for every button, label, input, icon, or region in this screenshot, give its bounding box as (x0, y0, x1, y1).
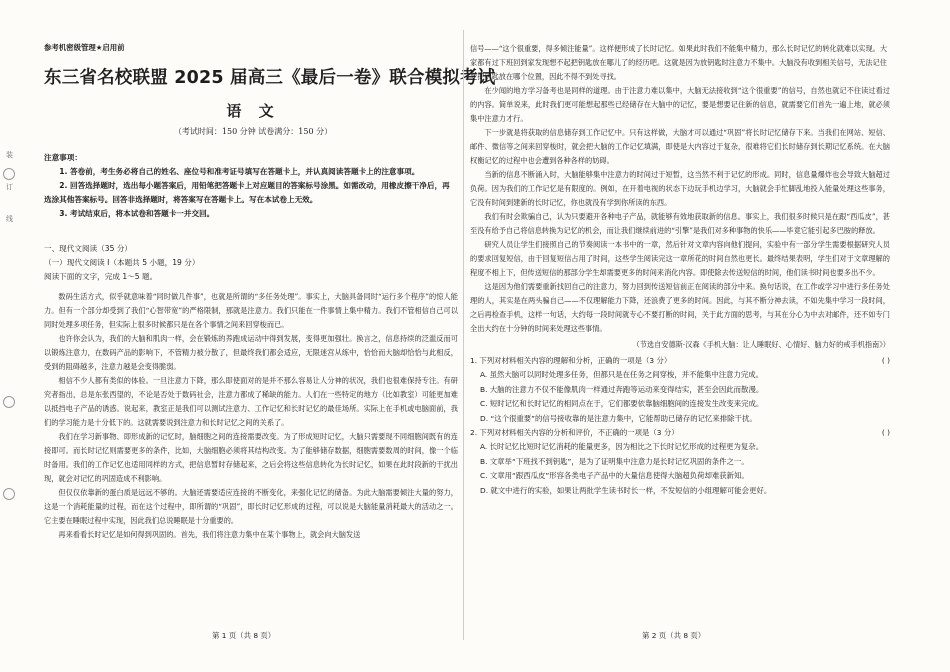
secret-note: 参考机密级管理★启用前 (44, 43, 125, 52)
binding-char: 订 (6, 183, 13, 191)
answer-bracket: ( ) (881, 356, 890, 365)
binding-margin (6, 150, 16, 246)
option: A. 长时记忆比短时记忆消耗的能量更多，因为相比之下长时记忆形成的过程更为复杂。 (480, 442, 764, 452)
paragraph: 我们在学习新事物、即形成新的记忆时，脑细胞之间的连接需要改变。为了形成短时记忆，大脑只需要现不同细胞间既有的连接即可。而长时记忆则需要更多的条件，比如，大脑细胞必须将其结构改变。为了能够储存数据，细胞需要数周的时间，像一个临时备用。我们的工作记忆也适用同样的方式，把信息暂时存储起来，之后会将这些信息转化为长时记忆，如果在此时段新的干扰出现，就会对记忆的巩固造成不利影响。 (44, 432, 458, 483)
option: A. 虽然大脑可以同时处理多任务，但都只是在任务之间穿梭，并不能集中注意力完成。 (480, 370, 764, 380)
binding-char: 线 (6, 215, 13, 223)
question-stem: 2. 下列对材料相关内容的分析和评价，不正确的一项是（3 分） (470, 428, 679, 438)
exam-title: 东三省名校联盟 2025 届高三《最后一卷》联合模拟考试 (44, 68, 496, 88)
option: B. 文章举“下班找不到钥匙”，是为了证明集中注意力是长时记忆巩固的条件之一。 (480, 456, 749, 466)
notices-heading: 注意事项： (44, 153, 82, 162)
paragraph: 下一步就是将获取的信息储存到工作记忆中。只有这样做，大脑才可以通过“巩固”将长时记忆储存下来。当我们在网站、短信、邮件、微信等之间来回穿梭时，就会把大脑的工作记忆填满，即使是大内容过于复杂，很难将它们长时储存到长期记忆系统。在大脑权衡记忆的过程中也会遭到各种各样的妨碍。 (470, 128, 890, 165)
paragraph: 在少闻的地方学习备考也是同样的道理。由于注意力难以集中，大脑无法接收到“这个很重要”的信号，自然也就记不住读过看过的内容。简单说来，此时我们更可能想起那些已经储存在大脑中的记忆，要是想要记住新的信息，就需要它们首先一遍上地，就必须集中注意力才行。 (470, 86, 890, 123)
binding-hole-icon (3, 488, 15, 500)
subject-title: 语 文 (226, 102, 280, 120)
section-heading: 一、现代文阅读（35 分） (44, 244, 133, 253)
question-stem: 1. 下列对材料相关内容的理解和分析，正确的一项是（3 分） (470, 356, 672, 365)
notice-item: 1. 答卷前，考生务必将自己的姓名、座位号和准考证号填写在答题卡上，并认真阅读答题卡上的注意事项。 (59, 167, 420, 176)
paragraph: 数码生活方式，似乎就意味着“同时做几件事”，也就是所谓的“多任务处理”。事实上，大脑具备同时“运行多个程序”的惊人能力。但有一个部分却受到了我们“心智带宽”的严格限制，那就是注意力。我们只能在一件事情上集中精力。我们不管相信自己可以同时处理多项任务，但实际上很多时候都只是在各个事情之间来回穿梭而已。 (44, 292, 458, 329)
answer-bracket: ( ) (881, 428, 890, 438)
paragraph: 也许你会认为，我们的大脑和肌肉一样，会在锻炼的养跑成运动中得到发展，变得更加强壮。换言之，信息持续的泛滥反而可以锻炼注意力，在数码产品的影响下，不管精力被分散了，但最终我们都会适应，无限迷宫从练中，恰恰而大脑却恰恰与此相反，受到的阻碍越多，注意力越是会变得脆弱。 (44, 334, 458, 371)
binding-hole-icon (3, 396, 15, 408)
question-2 (470, 426, 890, 498)
page-number-right: 第 2 页（共 8 页） (642, 631, 706, 640)
option: D. “这个很重要”的信号接收靠的是注意力集中，它能帮助已储存的记忆来排除干扰。 (480, 413, 757, 423)
paragraph: 信号——“这个很重要，得多倾注能量”。这样便形成了长时记忆。如果此时我们不能集中精力，那么长时记忆的转化就难以实现。大家都有过下班回到家发现想不起把钥匙放在哪儿了的经历吧。这就是因为放钥匙时注意力不集中。大脑没有收到相关信号，无法记住变把钥匙放在哪个位置，因此不得不到处寻找。 (470, 44, 888, 81)
notice-item: 2. 回答选择题时，选出每小题答案后，用铅笔把答题卡上对应题目的答案标号涂黑。如需改动，用橡皮擦干净后，再选涂其他答案标号。回答非选择题时，将答案写在答题卡上。写在本试卷上无效。 (44, 181, 450, 204)
reading-instruction: 阅读下面的文字，完成 1～5 题。 (44, 272, 158, 281)
question-1 (470, 354, 890, 426)
paragraph: 我们有时会欺骗自己，认为只要避开各种电子产品，就能够有效地获取新的信息。事实上，我们很多时候只是在跟“西瓜皮”，甚至没有给予自己将信息转换为记忆的机会，而让我们继续前进的“引擎”是我们对多种事物的快乐——毕竟它能引起多巴胺的释放。 (470, 212, 890, 235)
source-citation: （节选自安德斯·汉森《手机大脑：让人睡眠好、心情好、脑力好的戒手机指南》） (632, 340, 890, 349)
notice-item: 3. 考试结束后，将本试卷和答题卡一并交回。 (59, 209, 215, 218)
paragraph: 当新的信息不断涌入时，大脑能够集中注意力的时间过于短暂，这当然不利于记忆的形成。同时，信息量爆炸也会导致大脑超过负荷。因为我们的工作记忆是有限度的。例如，在开着电视的状态下边玩手机边学习，大脑就会手忙脚乱地投入能量处理这些事务，它没有时间到建新的长时记忆，你也就没有学到你所读的东西。 (470, 170, 890, 207)
option: D. 就文中进行的实验，如果让两批学生读书时长一样，不发短信的小组理解可能会更好。 (480, 485, 772, 495)
option: C. 短时记忆和长时记忆的相同点在于，它们都要依靠脑细胞间的连接发生改变来完成。 (480, 399, 764, 409)
paragraph: 但仅仅依靠新的蛋白质是远远不够的。大脑还需要适应连接的不断变化，来强化记忆的储备。为此大脑需要倾注大量的努力，这是一个消耗能量的过程，而在这个过程中，即所谓的“巩固”，即长时记忆形成的过程，可以说是大脑能量消耗最大的活动之一。它主要在睡眠过程中实现，因此我们总说睡眠是十分重要的。 (44, 488, 458, 525)
passage-left (44, 290, 458, 542)
subsection-heading: （一）现代文阅读 Ⅰ（本题共 5 小题，19 分） (44, 258, 200, 267)
page-number-left: 第 1 页（共 8 页） (212, 631, 276, 640)
paragraph: 相信不少人都有类似的体验。一旦注意力下降，那么即使面对的是并不那么容易让人分神的状况，我们也很难保持专注。有研究者指出，总是东张西望的，不论是否处于数码社会，注意力都成了稀缺的能力。人们在一些特定的地方（比如教室）可能更加难以抵挡电子产品的诱惑。说起来，教室正是我们可以测试注意力、工作记忆和长时记忆的最佳场所。实际上在手机或电脑面前，我们的学习能力是十分低下的。这就需要说到注意力和长时记忆之间的关系了。 (44, 376, 458, 427)
passage-right (470, 42, 890, 498)
notices (44, 151, 456, 221)
option: C. 文章用“跟西瓜皮”形容各类电子产品中的大量信息使得大脑超负荷却难获新知。 (480, 471, 749, 481)
option: B. 大脑的注意力不仅不能像肌肉一样通过奔跑等运动来变得结实，甚至会因此而散漫。 (480, 384, 764, 394)
paragraph: 研究人员让学生们接照自己的节奏阅读一本书中的一章，然后针对文章内容向他们提问，实验中有一部分学生需要根据研究人员的要求回复短信，由于回复短信占用了时间，这些学生阅读完这一章所花的时间自然也更长。最终结果表明，学生们对于文章理解的程度不相上下，但传送短信的那部分学生却需要更多的时间来消化内容。即使除去传送短信的时间，他们读书时间也要多出不少。 (470, 240, 890, 277)
paragraph: 这是因为他们需要重新找回自己的注意力，努力回到传送短信前正在阅读的部分中来。换句话说，在工作或学习中进行多任务处理的人，其实是在两头骗自己——不仅理解能力下降，还浪费了更多的时间。因此，与其不断分神去读，不如先集中学习一段时间，之后再检查手机，这样一句话，大约每一段时间就专心不要打断的时间，关于此方面的思考，与其在分心为中去对邮件，还不如专门全出大约在十分钟的时间来处理这些事情。 (470, 282, 890, 333)
binding-char: 装 (6, 151, 13, 159)
paragraph: 再来看看长时记忆是如何得到巩固的。首先，我们将注意力集中在某个事物上，就会向大脑发送 (58, 530, 361, 539)
binding-hole-icon (3, 168, 15, 180)
column-divider (463, 30, 464, 640)
exam-info: （考试时间：150 分钟 试卷满分：150 分） (173, 127, 333, 136)
